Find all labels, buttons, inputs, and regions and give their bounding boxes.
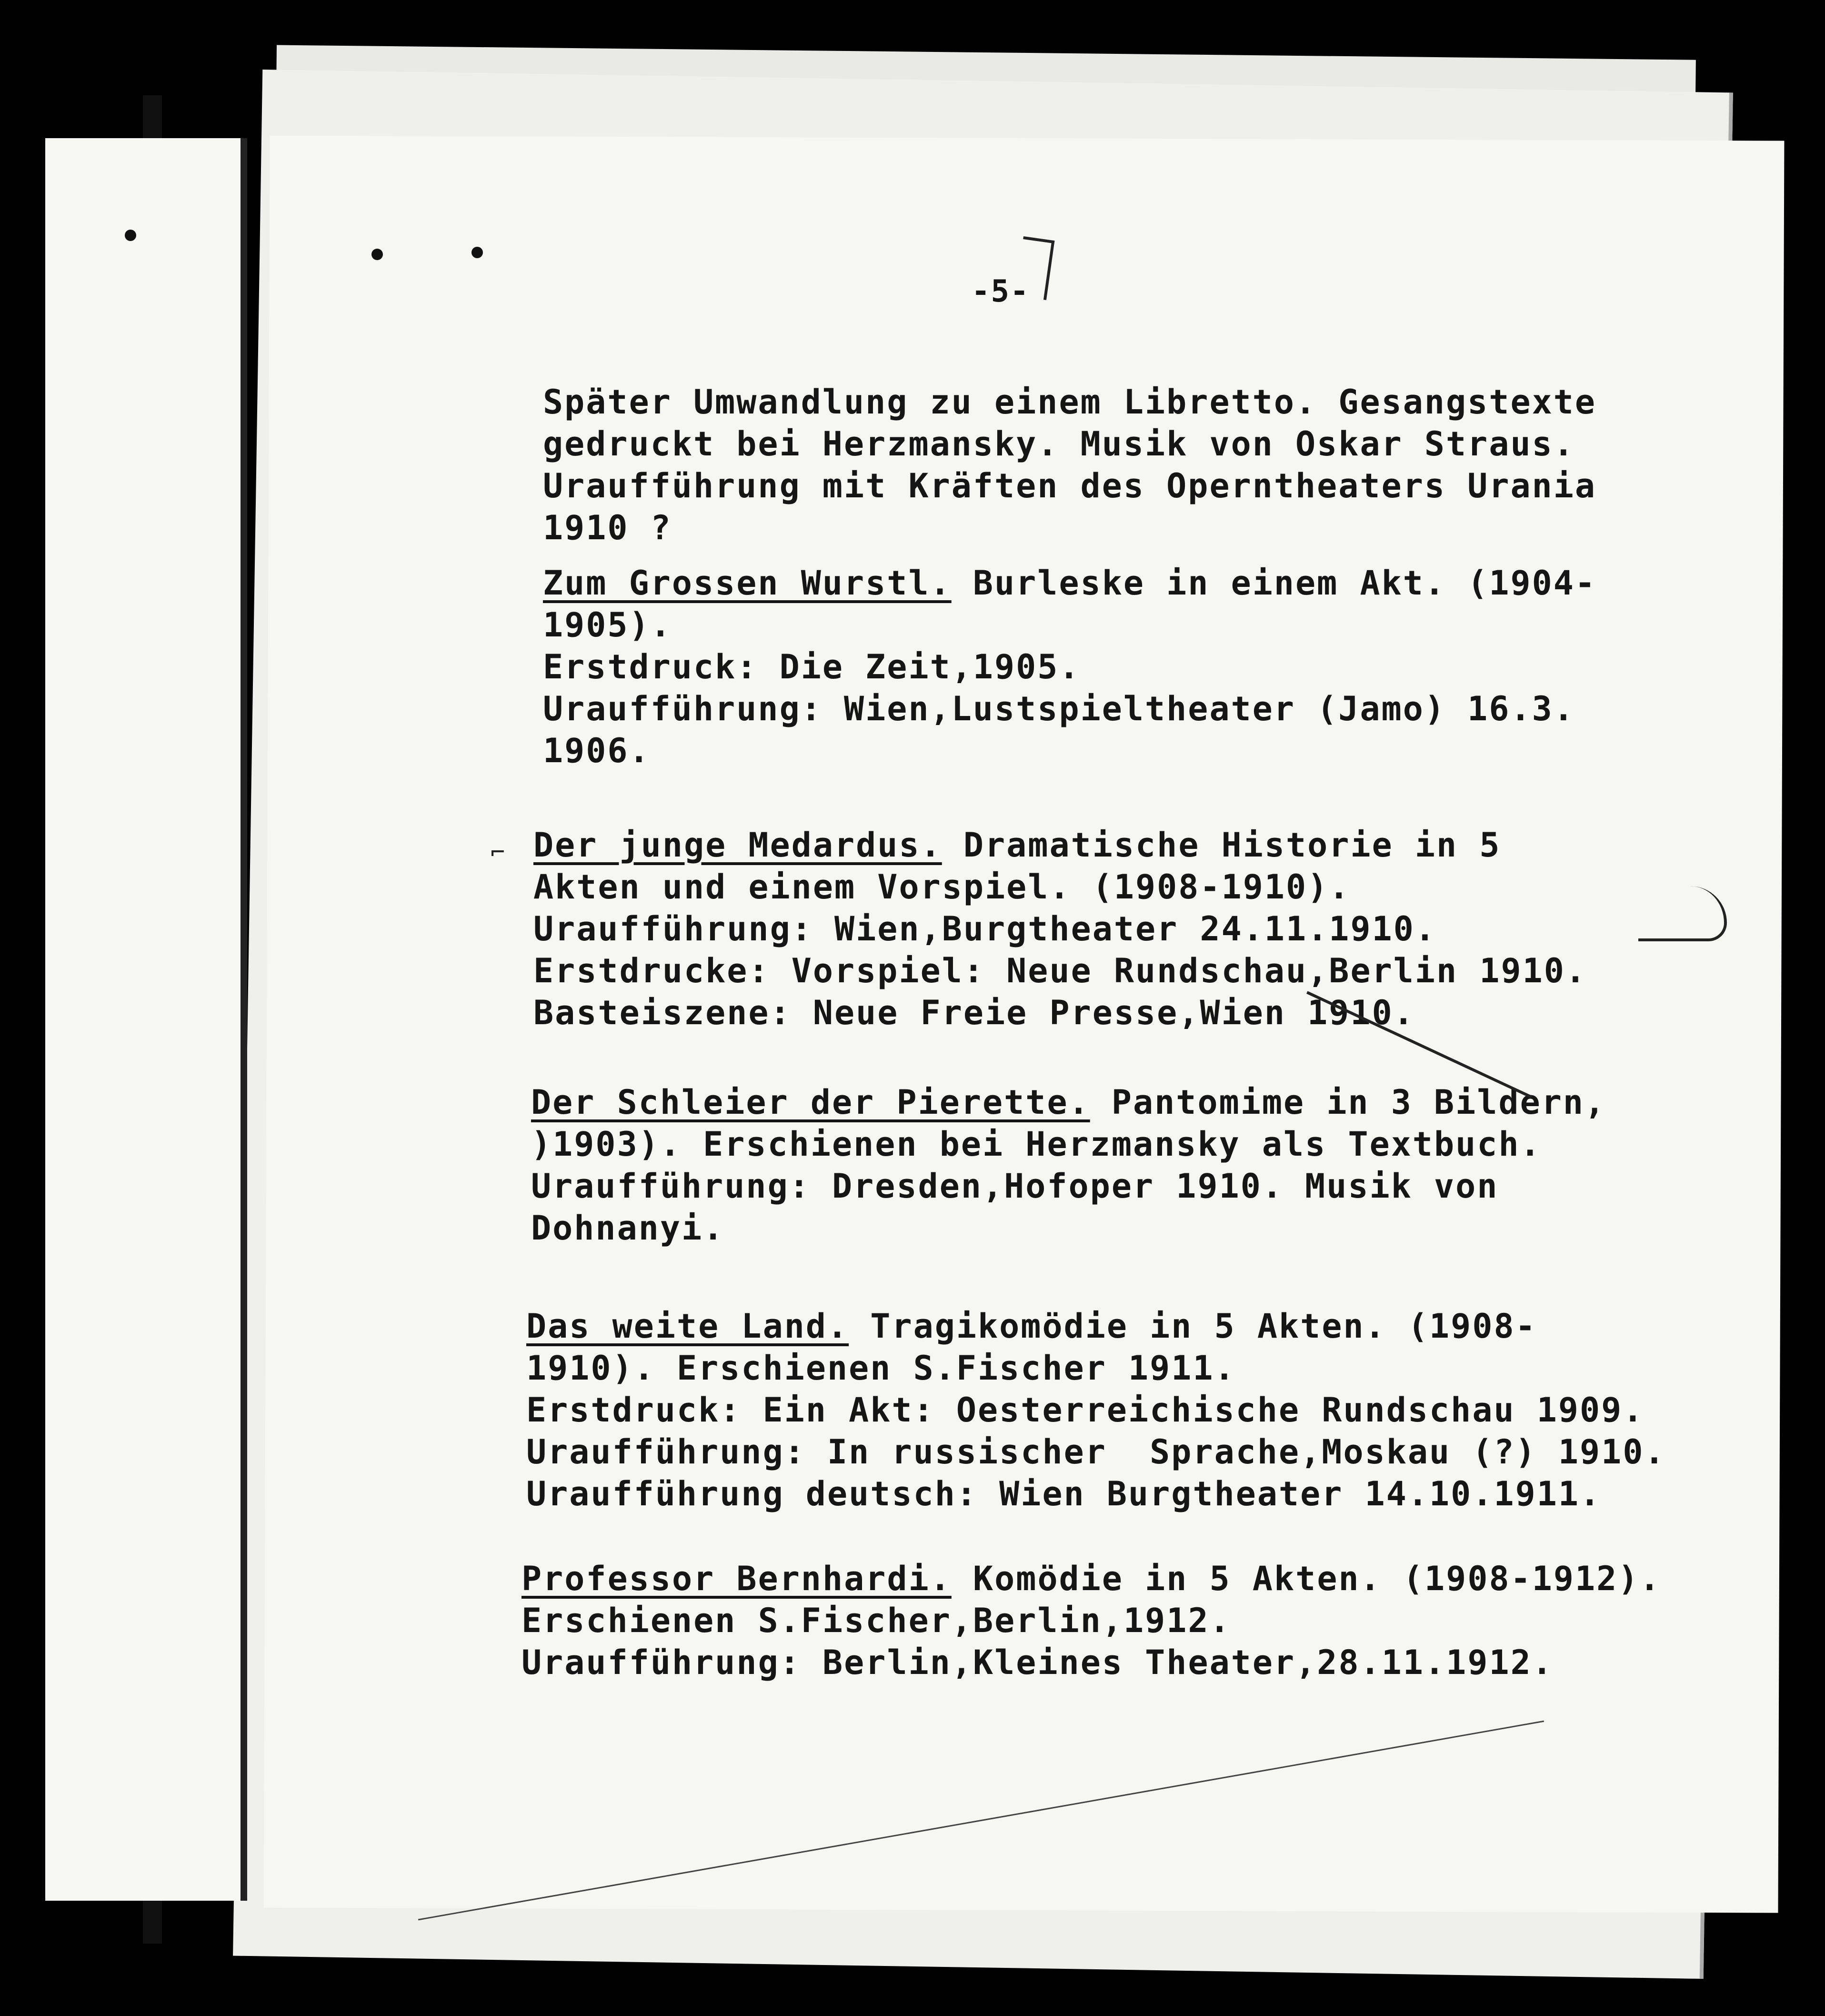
text-line: 1910). Erschienen S.Fischer 1911. bbox=[526, 1349, 1236, 1388]
text-line: Burleske in einem Akt. (1904- bbox=[951, 564, 1597, 603]
text-line: Uraufführung: Wien,Burgtheater 24.11.1910. bbox=[533, 909, 1437, 948]
work-title: Zum Grossen Wurstl. bbox=[543, 564, 952, 603]
work-title: Professor Bernhardi. bbox=[521, 1559, 952, 1598]
text-line: Pantomime in 3 Bildern, bbox=[1090, 1083, 1606, 1122]
text-line: Erstdrucke: Vorspiel: Neue Rundschau,Berlin 1910. bbox=[533, 951, 1587, 990]
entry-first-line bbox=[526, 1305, 1666, 1347]
entry-first-line bbox=[521, 1558, 1661, 1600]
work-entry bbox=[521, 1558, 1661, 1683]
text-line: Tragikomödie in 5 Akten. (1908- bbox=[849, 1307, 1537, 1346]
text-line: Uraufführung: Berlin,Kleines Theater,28.11.1912. bbox=[521, 1643, 1554, 1682]
intro-paragraph bbox=[543, 381, 1596, 549]
text-line: 1906. bbox=[543, 731, 651, 770]
text-line: Akten und einem Vorspiel. (1908-1910). bbox=[533, 867, 1351, 907]
work-entry bbox=[526, 1305, 1666, 1515]
punch-hole bbox=[471, 247, 483, 258]
text-line: Uraufführung deutsch: Wien Burgtheater 14.10.1911. bbox=[526, 1474, 1602, 1513]
text-line: 1905). bbox=[543, 605, 672, 645]
work-entry bbox=[531, 1081, 1606, 1249]
work-title: Der Schleier der Pierette. bbox=[531, 1083, 1090, 1122]
text-line: Komödie in 5 Akten. (1908-1912). bbox=[951, 1559, 1661, 1598]
text-line: Dohnanyi. bbox=[531, 1209, 725, 1248]
text-line: Uraufführung mit Kräften des Operntheaters Urania bbox=[543, 466, 1597, 505]
text-line: Erstdruck: Ein Akt: Oesterreichische Rundschau 1909. bbox=[526, 1391, 1645, 1430]
page-number: -5- bbox=[972, 274, 1030, 309]
text-line: 1910 ? bbox=[543, 508, 672, 547]
text-line: Dramatische Historie in 5 bbox=[942, 826, 1501, 865]
entry-first-line bbox=[531, 1081, 1606, 1123]
text-line: Erschienen S.Fischer,Berlin,1912. bbox=[521, 1601, 1231, 1640]
work-title: Das weite Land. bbox=[526, 1307, 849, 1346]
text-line: Erstdruck: Die Zeit,1905. bbox=[543, 647, 1081, 686]
entry-first-line bbox=[533, 824, 1587, 866]
work-entry bbox=[533, 824, 1587, 1034]
margin-mark: ⌐ bbox=[491, 838, 505, 866]
text-line: Basteiszene: Neue Freie Presse,Wien 1910. bbox=[533, 993, 1415, 1032]
text-line: gedruckt bei Herzmansky. Musik von Oskar Straus. bbox=[543, 424, 1575, 464]
punch-hole bbox=[371, 249, 383, 260]
punch-hole bbox=[125, 230, 136, 241]
text-line: Später Umwandlung zu einem Libretto. Gesangstexte bbox=[543, 383, 1597, 422]
pen-annotation bbox=[1638, 886, 1727, 941]
work-entry bbox=[543, 562, 1596, 772]
text-line: Uraufführung: Wien,Lustspieltheater (Jamo) 16.3. bbox=[543, 689, 1575, 728]
text-line: )1903). Erschienen bei Herzmansky als Textbuch. bbox=[531, 1125, 1542, 1164]
text-line: Uraufführung: Dresden,Hofoper 1910. Musik von bbox=[531, 1167, 1499, 1206]
entry-first-line bbox=[543, 562, 1596, 604]
work-title: Der junge Medardus. bbox=[533, 826, 942, 865]
left-paper-slip bbox=[45, 138, 247, 1901]
text-line: Uraufführung: In russischer Sprache,Moskau (?) 1910. bbox=[526, 1432, 1666, 1472]
